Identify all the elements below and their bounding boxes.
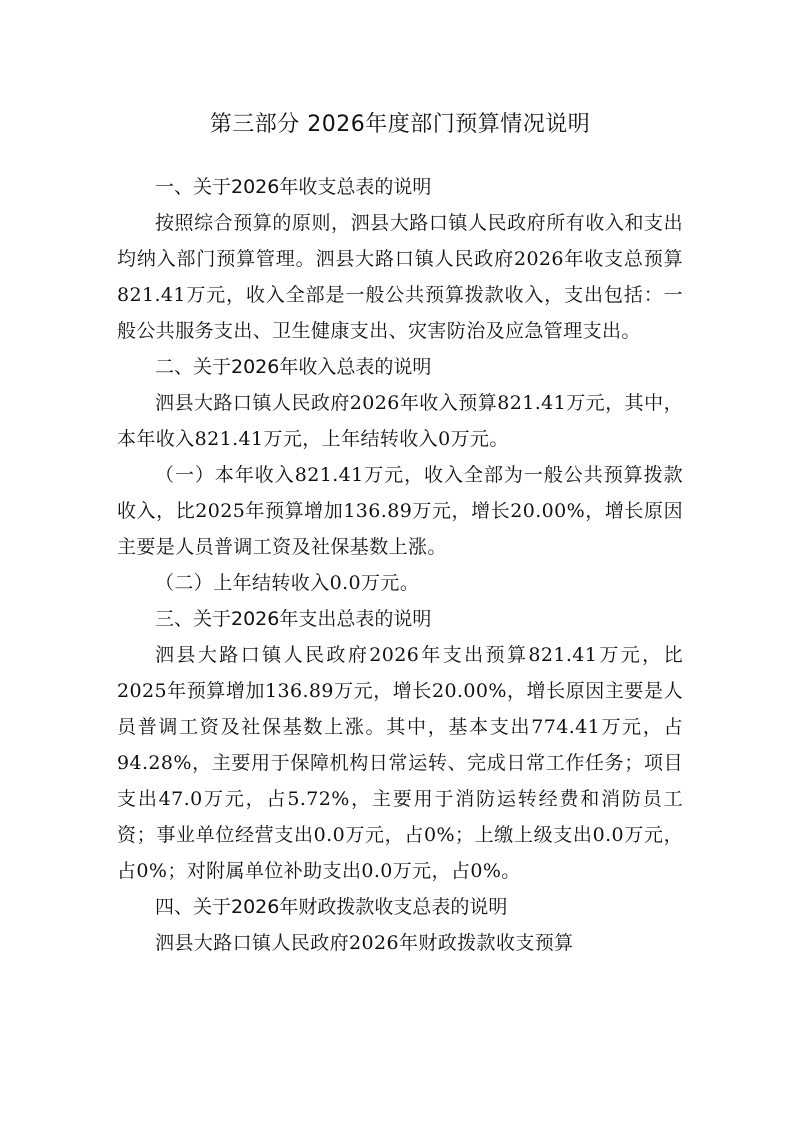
section-fiscal-appropriation-summary (117, 889, 683, 961)
section-heading: 三、关于2026年支出总表的说明 (155, 608, 432, 630)
section-expenditure-summary (117, 601, 683, 889)
section-heading: 二、关于2026年收入总表的说明 (155, 356, 432, 378)
paragraph: 泗县大路口镇人民政府2026年财政拨款收支预算 (155, 932, 574, 954)
document-title: 第三部分 2026年度部门预算情况说明 (209, 112, 591, 137)
paragraph: 泗县大路口镇人民政府2026年收入预算821.41万元，其中，本年收入821.41万元，上年结转收入0万元。 (117, 392, 683, 450)
paragraph: 泗县大路口镇人民政府2026年支出预算821.41万元，比2025年预算增加136.89万元，增长20.00%，增长原因主要是人员普调工资及社保基数上涨。其中，基本支出774.41万元，占94.28%，主要用于保障机构日常运转、完成日常工作任务；项目支出47.0万元，占5.72%，主要用于消防运转经费和消防员工资；事业单位经营支出0.0万元，占0%；上缴上级支出0.0万元，占0%；对附属单位补助支出0.0万元，占0%。 (117, 644, 683, 882)
section-revenue-expenditure-summary (117, 169, 683, 349)
section-revenue-summary (117, 349, 683, 601)
paragraph: 按照综合预算的原则，泗县大路口镇人民政府所有收入和支出均纳入部门预算管理。泗县大路口镇人民政府2026年收支总预算821.41万元，收入全部是一般公共预算拨款收入，支出包括：一般公共服务支出、卫生健康支出、灾害防治及应急管理支出。 (117, 212, 683, 342)
paragraph: （一）本年收入821.41万元，收入全部为一般公共预算拨款收入，比2025年预算增加136.89万元，增长20.00%，增长原因主要是人员普调工资及社保基数上涨。 (117, 464, 683, 558)
paragraph: （二）上年结转收入0.0万元。 (155, 572, 420, 594)
document-page (117, 108, 683, 961)
section-heading: 四、关于2026年财政拨款收支总表的说明 (155, 896, 508, 918)
section-heading: 一、关于2026年收支总表的说明 (155, 176, 432, 198)
